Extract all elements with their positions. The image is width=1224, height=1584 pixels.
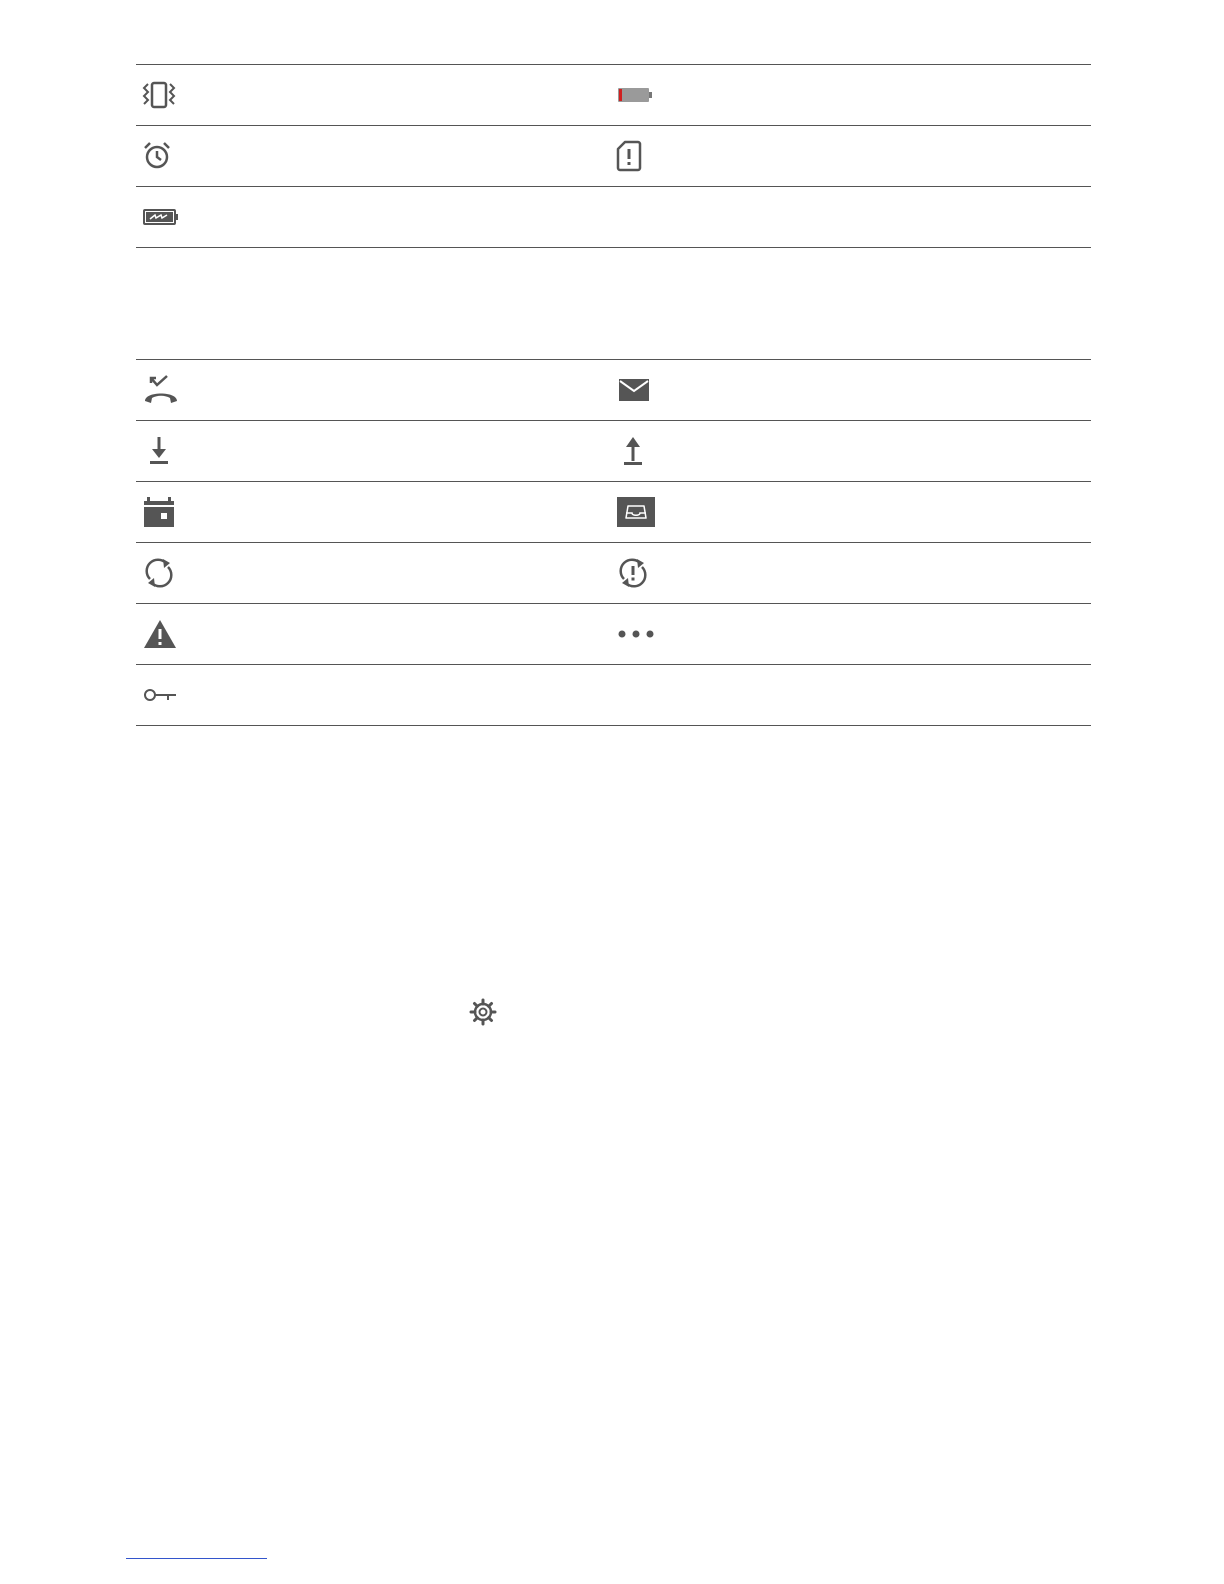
table-row <box>136 542 1091 603</box>
notification-icons-table <box>136 359 1091 726</box>
vibrate-icon <box>142 81 176 109</box>
sync-icon <box>142 557 176 589</box>
alarm-icon <box>142 141 172 171</box>
table-cell <box>142 482 176 542</box>
vpn-key-icon <box>142 685 178 705</box>
table-row <box>136 186 1091 248</box>
calendar-event-icon <box>142 496 176 528</box>
table-cell <box>142 65 176 125</box>
table-cell <box>142 126 172 186</box>
sync-error-icon <box>616 557 650 589</box>
battery-low-icon <box>616 85 654 105</box>
download-icon <box>142 435 176 467</box>
more-dots-icon <box>616 626 656 642</box>
table-cell <box>142 604 178 664</box>
sim-card-alert-icon <box>616 140 642 172</box>
table-cell <box>616 126 642 186</box>
gear-icon <box>468 997 498 1027</box>
inbox-tray-icon <box>616 496 656 528</box>
battery-charging-icon <box>142 207 180 227</box>
table-cell <box>142 360 180 420</box>
table-cell <box>142 187 180 247</box>
table-cell <box>142 421 176 481</box>
table-row <box>136 64 1091 125</box>
status-icons-table <box>136 64 1091 248</box>
table-row <box>136 603 1091 664</box>
table-cell <box>616 65 654 125</box>
table-row <box>136 359 1091 420</box>
table-row <box>136 664 1091 726</box>
table-cell <box>142 543 176 603</box>
table-row <box>136 125 1091 186</box>
table-cell <box>142 665 178 725</box>
table-row <box>136 481 1091 542</box>
footnote-divider <box>126 1558 267 1559</box>
upload-icon <box>616 435 650 467</box>
table-cell <box>616 482 656 542</box>
table-cell <box>616 543 650 603</box>
table-row <box>136 420 1091 481</box>
warning-icon <box>142 618 178 650</box>
missed-call-icon <box>142 374 180 406</box>
table-cell <box>616 604 656 664</box>
email-icon <box>616 376 652 404</box>
table-cell <box>616 360 652 420</box>
table-cell <box>616 421 650 481</box>
